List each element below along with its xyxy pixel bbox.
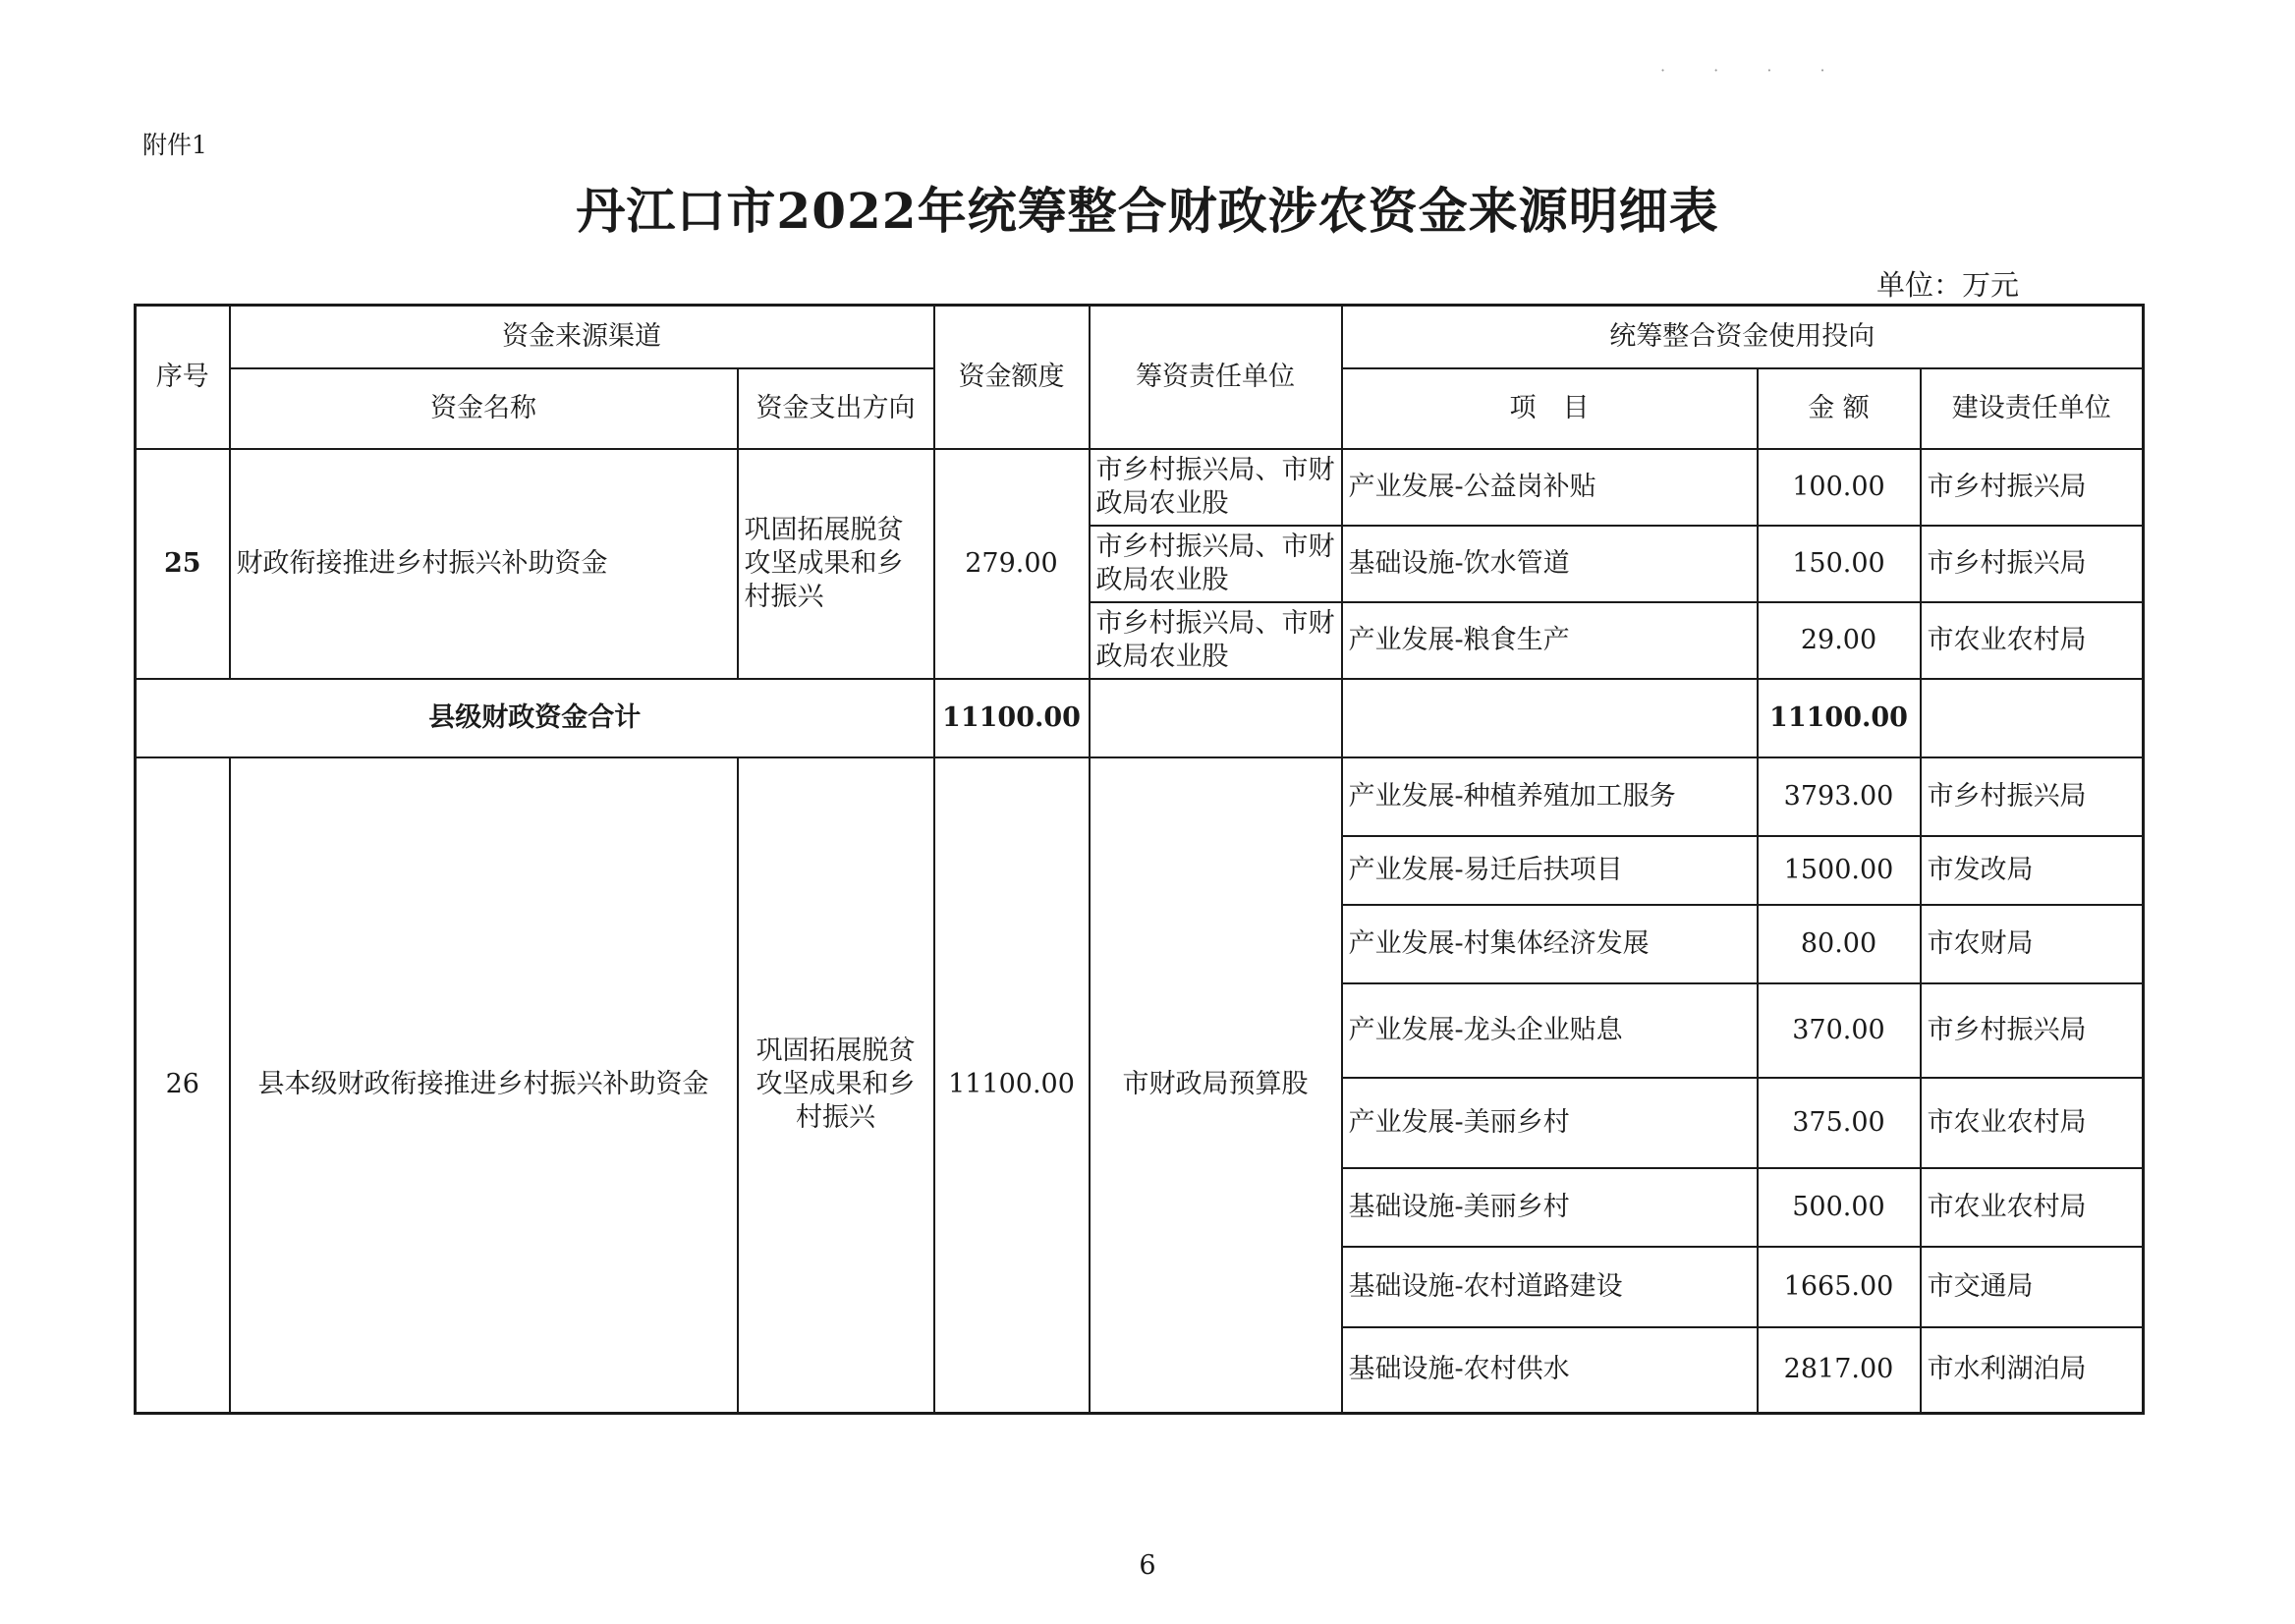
row26-item2-builder: 市发改局 <box>1921 836 2144 905</box>
row26-seq: 26 <box>136 757 230 1414</box>
row26-item3-project: 产业发展-村集体经济发展 <box>1342 905 1758 983</box>
subtotal-row <box>136 679 2144 757</box>
attachment-label: 附件1 <box>142 131 207 159</box>
scan-specks: · · · · <box>1660 61 1847 80</box>
row26-item6-builder: 市农业农村局 <box>1921 1168 2144 1247</box>
row26-fund-name: 县本级财政衔接推进乡村振兴补助资金 <box>230 757 738 1414</box>
row26-item6-project: 基础设施-美丽乡村 <box>1342 1168 1758 1247</box>
row25-item1-project: 产业发展-公益岗补贴 <box>1342 449 1758 526</box>
row25-expense-direction: 巩固拓展脱贫攻坚成果和乡村振兴 <box>738 449 934 679</box>
col-construction-unit-header: 建设责任单位 <box>1921 368 2144 449</box>
row26-item8-builder: 市水利湖泊局 <box>1921 1327 2144 1414</box>
row26-item5-project: 产业发展-美丽乡村 <box>1342 1078 1758 1168</box>
col-usage-group-header: 统筹整合资金使用投向 <box>1342 306 2144 368</box>
row26-item7-project: 基础设施-农村道路建设 <box>1342 1247 1758 1327</box>
col-responsible-unit-header: 筹资责任单位 <box>1090 306 1342 449</box>
row26-item1-project: 产业发展-种植养殖加工服务 <box>1342 757 1758 836</box>
row26-item2-project: 产业发展-易迁后扶项目 <box>1342 836 1758 905</box>
row25-amount: 279.00 <box>934 449 1090 679</box>
row26-item7-builder: 市交通局 <box>1921 1247 2144 1327</box>
table-row <box>136 449 2144 526</box>
subtotal-label: 县级财政资金合计 <box>136 679 934 757</box>
subtotal-usage-amount: 11100.00 <box>1758 679 1921 757</box>
row26-item4-builder: 市乡村振兴局 <box>1921 983 2144 1078</box>
row26-item2-amount: 1500.00 <box>1758 836 1921 905</box>
row26-item7-amount: 1665.00 <box>1758 1247 1921 1327</box>
row25-item1-builder: 市乡村振兴局 <box>1921 449 2144 526</box>
row26-item3-amount: 80.00 <box>1758 905 1921 983</box>
row26-item4-amount: 370.00 <box>1758 983 1921 1078</box>
row25-seq: 25 <box>136 449 230 679</box>
subtotal-amount: 11100.00 <box>934 679 1090 757</box>
row26-expense-direction: 巩固拓展脱贫攻坚成果和乡村振兴 <box>738 757 934 1414</box>
row26-item4-project: 产业发展-龙头企业贴息 <box>1342 983 1758 1078</box>
row26-item8-amount: 2817.00 <box>1758 1327 1921 1414</box>
col-source-channel-header: 资金来源渠道 <box>230 306 934 368</box>
row25-item2-unit: 市乡村振兴局、市财政局农业股 <box>1090 526 1342 602</box>
unit-label: 单位：万元 <box>1876 268 2020 302</box>
col-amount-header: 资金额度 <box>934 306 1090 449</box>
row25-item1-unit: 市乡村振兴局、市财政局农业股 <box>1090 449 1342 526</box>
col-project-header: 项 目 <box>1342 368 1758 449</box>
row25-item3-unit: 市乡村振兴局、市财政局农业股 <box>1090 602 1342 679</box>
fund-source-table <box>134 304 2145 1415</box>
row26-amount: 11100.00 <box>934 757 1090 1414</box>
subtotal-builder-empty <box>1921 679 2144 757</box>
subtotal-unit-empty <box>1090 679 1342 757</box>
row25-item2-project: 基础设施-饮水管道 <box>1342 526 1758 602</box>
col-seq-header: 序号 <box>136 306 230 449</box>
row26-item1-amount: 3793.00 <box>1758 757 1921 836</box>
row25-item3-amount: 29.00 <box>1758 602 1921 679</box>
row26-item5-amount: 375.00 <box>1758 1078 1921 1168</box>
col-project-amount-header: 金 额 <box>1758 368 1921 449</box>
row25-fund-name: 财政衔接推进乡村振兴补助资金 <box>230 449 738 679</box>
row25-item2-builder: 市乡村振兴局 <box>1921 526 2144 602</box>
row25-item3-builder: 市农业农村局 <box>1921 602 2144 679</box>
page-number: 6 <box>1139 1550 1156 1581</box>
col-expense-direction-header: 资金支出方向 <box>738 368 934 449</box>
row26-item5-builder: 市农业农村局 <box>1921 1078 2144 1168</box>
row26-item1-builder: 市乡村振兴局 <box>1921 757 2144 836</box>
row26-item6-amount: 500.00 <box>1758 1168 1921 1247</box>
row25-item3-project: 产业发展-粮食生产 <box>1342 602 1758 679</box>
row26-item3-builder: 市农财局 <box>1921 905 2144 983</box>
table-row <box>136 757 2144 836</box>
row25-item1-amount: 100.00 <box>1758 449 1921 526</box>
row26-unit: 市财政局预算股 <box>1090 757 1342 1414</box>
document-title: 丹江口市2022年统筹整合财政涉农资金来源明细表 <box>576 182 1719 240</box>
row25-item2-amount: 150.00 <box>1758 526 1921 602</box>
row26-item8-project: 基础设施-农村供水 <box>1342 1327 1758 1414</box>
header-row-1 <box>136 306 2144 368</box>
subtotal-project-empty <box>1342 679 1758 757</box>
col-fund-name-header: 资金名称 <box>230 368 738 449</box>
